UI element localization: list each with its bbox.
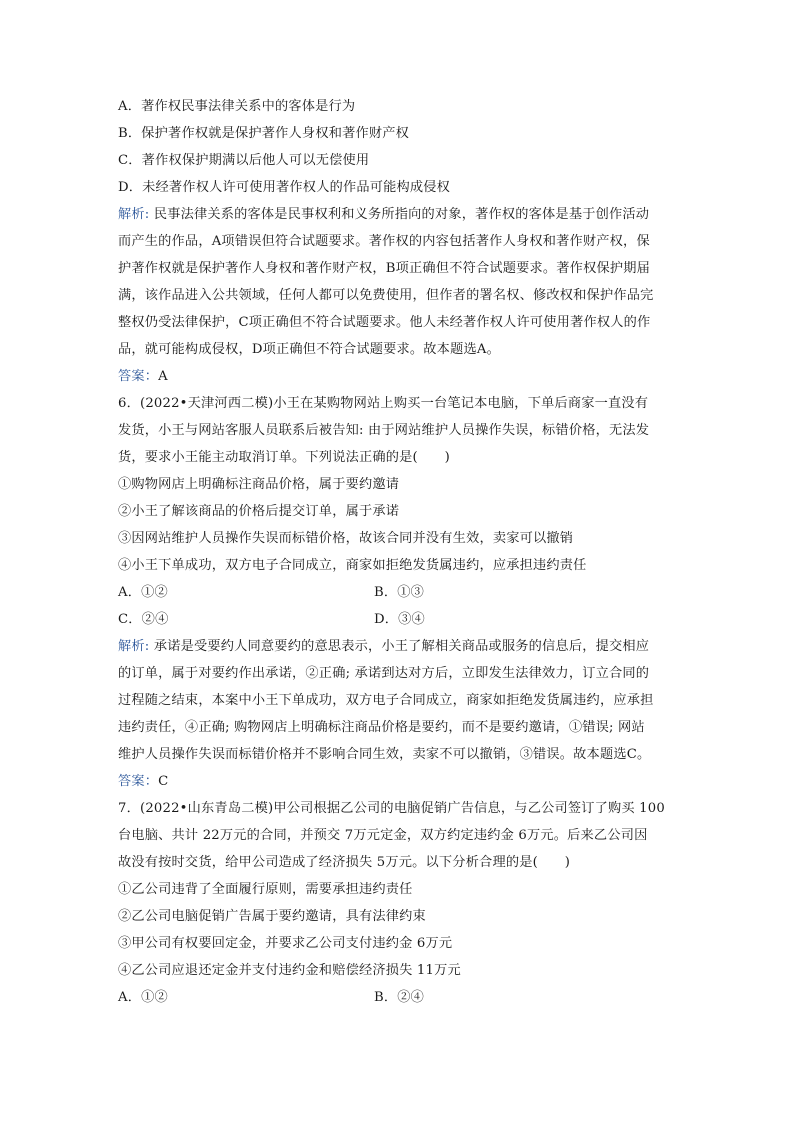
q5-answer bbox=[118, 363, 678, 390]
q6-analysis-text: 承诺是受要约人同意要约的意思表示，小王了解相关商品或服务的信息后，提交相应 bbox=[149, 639, 650, 654]
answer-label: 答案： bbox=[118, 369, 159, 384]
q5-option-a: A．著作权民事法律关系中的客体是行为 bbox=[118, 99, 356, 114]
q5-analysis-line: 而产生的作品，A项错误但符合试题要求。著作权的内容包括著作人身权和著作财产权，保 bbox=[118, 234, 650, 249]
q5-option-d: D．未经著作权人许可使用著作权人的作品可能构成侵权 bbox=[118, 180, 451, 195]
q6-analysis-line: 过程随之结束，本案中小王下单成功，双方电子合同成立，商家如拒绝发货属违约，应承担 bbox=[118, 693, 654, 708]
answer-label: 答案： bbox=[118, 774, 159, 789]
q6-stem-line: 发货，小王与网站客服人员联系后被告知: 由于网站维护人员操作失误，标错价格，无法发 bbox=[118, 423, 650, 438]
analysis-label: 解析: bbox=[118, 207, 150, 222]
q6-statement-3: ③因网站维护人员操作失误而标错价格，故该合同并没有生效，卖家可以撤销 bbox=[118, 531, 574, 546]
q5-analysis-line: 品，就可能构成侵权，D项正确但不符合试题要求。故本题选A。 bbox=[118, 342, 500, 357]
q7-choices-row-1 bbox=[118, 984, 678, 1011]
q6-choice-c: C．②④ bbox=[118, 612, 169, 627]
q5-analysis-line: 整权仍受法律保护，C项正确但不符合试题要求。他人未经著作权人许可使用著作权人的作 bbox=[118, 315, 651, 330]
q6-answer-value: C bbox=[158, 774, 169, 789]
q6-analysis-line: 维护人员操作失误而标错价格并不影响合同生效，卖家不可以撤销，③错误。故本题选C。 bbox=[118, 747, 651, 762]
analysis-label: 解析: bbox=[118, 639, 150, 654]
q6-analysis-line bbox=[118, 633, 678, 660]
q5-analysis-line bbox=[118, 201, 678, 228]
document-content bbox=[118, 93, 678, 1011]
q6-choices-row-1 bbox=[118, 579, 678, 606]
q5-analysis-text: 民事法律关系的客体是民事权利和义务所指向的对象，著作权的客体是基于创作活动 bbox=[149, 207, 650, 222]
q6-analysis-line: 的订单，属于对要约作出承诺，②正确; 承诺到达对方后，立即发生法律效力，订立合同的 bbox=[118, 666, 650, 681]
q7-choice-b: B．②④ bbox=[374, 990, 425, 1005]
q5-analysis-line: 满，该作品进入公共领域，任何人都可以免费使用，但作者的署名权、修改权和保护作品完 bbox=[118, 288, 654, 303]
q5-option-b: B．保护著作权就是保护著作人身权和著作财产权 bbox=[118, 126, 410, 141]
q6-choice-d: D．③④ bbox=[374, 612, 425, 627]
q6-choices-row-2 bbox=[118, 606, 678, 633]
q7-statement-4: ④乙公司应退还定金并支付违约金和赔偿经济损失 11万元 bbox=[118, 963, 461, 978]
q7-stem-line: 故没有按时交货，给甲公司造成了经济损失 5万元。以下分析合理的是( ) bbox=[118, 855, 571, 870]
q6-choice-a: A．①② bbox=[118, 585, 168, 600]
q7-stem-line: 7．(2022•山东青岛二模)甲公司根据乙公司的电脑促销广告信息，与乙公司签订了购买 100 bbox=[118, 801, 665, 816]
q6-statement-4: ④小王下单成功，双方电子合同成立，商家如拒绝发货属违约，应承担违约责任 bbox=[118, 558, 587, 573]
q6-answer bbox=[118, 768, 678, 795]
q7-statement-2: ②乙公司电脑促销广告属于要约邀请，具有法律约束 bbox=[118, 909, 426, 924]
q7-stem-line: 台电脑、共计 22万元的合同，并预交 7万元定金，双方约定违约金 6万元。后来乙公司因 bbox=[118, 828, 648, 843]
q6-analysis-line: 违约责任，④正确; 购物网店上明确标注商品价格是要约，而不是要约邀请，①错误; 网站 bbox=[118, 720, 645, 735]
q6-statement-1: ①购物网店上明确标注商品价格，属于要约邀请 bbox=[118, 477, 400, 492]
q6-stem-line: 6．(2022•天津河西二模)小王在某购物网站上购买一台笔记本电脑，下单后商家一直没有 bbox=[118, 396, 649, 411]
q7-statement-3: ③甲公司有权要回定金，并要求乙公司支付违约金 6万元 bbox=[118, 936, 453, 951]
q5-option-c: C．著作权保护期满以后他人可以无偿使用 bbox=[118, 153, 370, 168]
q5-answer-value: A bbox=[158, 369, 168, 384]
q5-analysis-line: 护著作权就是保护著作人身权和著作财产权，B项正确但不符合试题要求。著作权保护期届 bbox=[118, 261, 650, 276]
q7-statement-1: ①乙公司违背了全面履行原则，需要承担违约责任 bbox=[118, 882, 413, 897]
q6-statement-2: ②小王了解该商品的价格后提交订单，属于承诺 bbox=[118, 504, 400, 519]
q7-choice-a: A．①② bbox=[118, 990, 168, 1005]
q6-stem-line: 货，要求小王能主动取消订单。下列说法正确的是( ) bbox=[118, 450, 450, 465]
q6-choice-b: B．①③ bbox=[374, 585, 425, 600]
